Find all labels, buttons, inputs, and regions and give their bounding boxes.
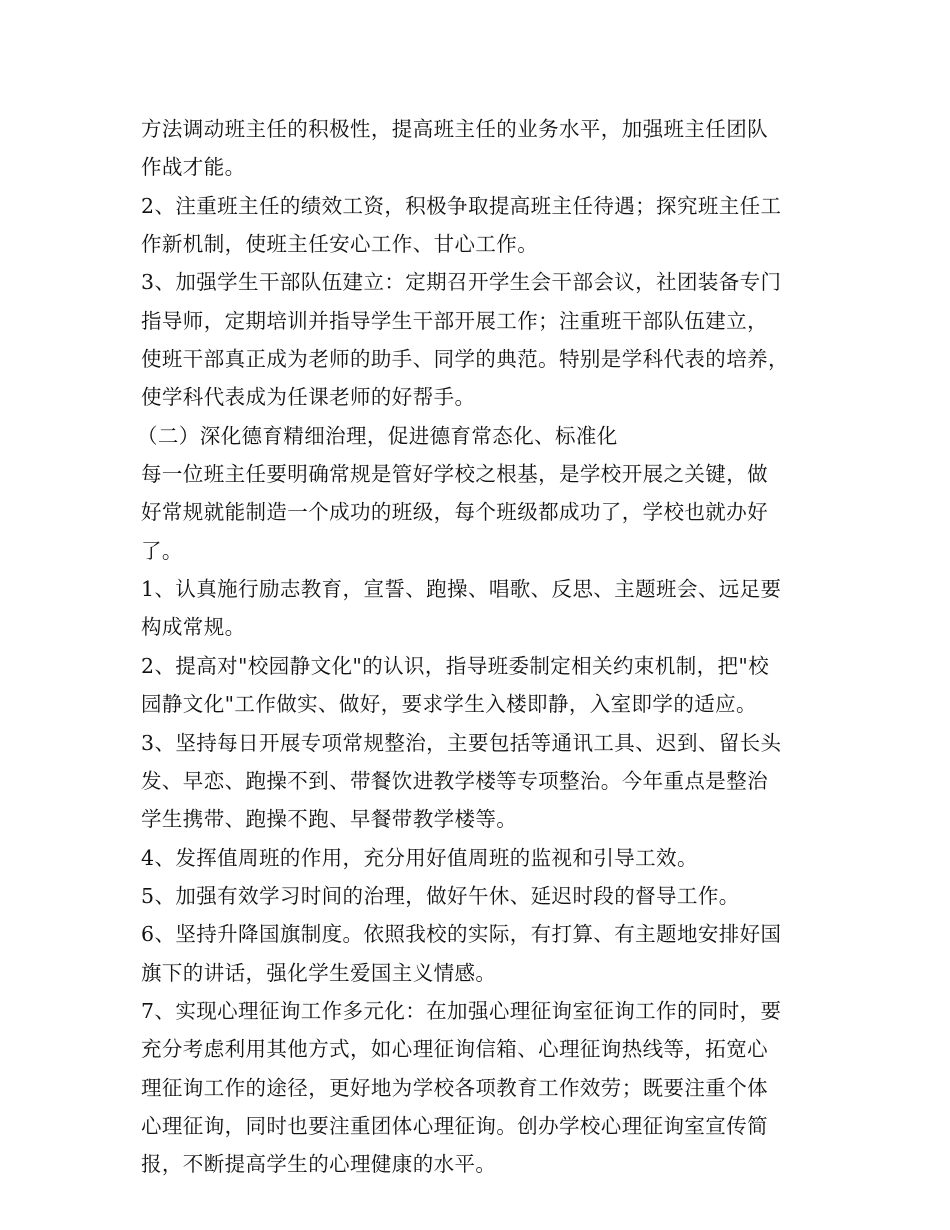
paragraph-item-7-counseling: 7、实现心理征询工作多元化：在加强心理征询室征询工作的同时，要 充分考虑利用其他方式，如心理征询信箱、心理征询热线等，拓宽心 理征询工作的途径，更好地为学校各项教育工作效劳；既要注重个体 心理征询，同时也要注重团体心理征询。创办学校心理征询室宣传简 报，不断提高学生的心理健康的水平。 — [141, 998, 782, 1177]
document-body — [137, 110, 816, 1184]
paragraph-item-1-motivation: 1、认真施行励志教育，宣誓、跑操、唱歌、反思、主题班会、远足要 构成常规。 — [141, 577, 782, 640]
section-heading-2: （二）深化德育精细治理，促进德育常态化、标准化 — [137, 423, 618, 448]
paragraph-item-2-performance-pay: 2、注重班主任的绩效工资，积极争取提高班主任待遇；探究班主任工 作新机制，使班主任安心工作、甘心工作。 — [141, 193, 782, 257]
paragraph-item-5-study-time: 5、加强有效学习时间的治理，做好午休、延迟时段的督导工作。 — [141, 883, 740, 908]
paragraph-item-2-quiet-campus: 2、提高对"校园静文化"的认识，指导班委制定相关约束机制，把"校 园静文化"工作做实、做好，要求学生入楼即静，入室即学的适应。 — [141, 653, 770, 717]
paragraph-routine-foundation: 每一位班主任要明确常规是管好学校之根基，是学校开展之关键，做 好常规就能制造一个成功的班级，每个班级都成功了，学校也就办好 了。 — [141, 462, 768, 563]
paragraph-item-3-daily-rectification: 3、坚持每日开展专项常规整治，主要包括等通讯工具、迟到、留长头 发、早恋、跑操不到、带餐饮进教学楼等专项整治。今年重点是整治 学生携带、跑操不跑、早餐带教学楼等。 — [141, 730, 782, 832]
paragraph-item-4-duty-class: 4、发挥值周班的作用，充分用好值周班的监视和引导工效。 — [141, 845, 698, 870]
paragraph-intro-continuation: 方法调动班主任的积极性，提高班主任的业务水平，加强班主任团队 作战才能。 — [141, 117, 768, 180]
paragraph-item-3-student-cadres: 3、加强学生干部队伍建立：定期召开学生会干部会议，社团装备专门 指导师，定期培训并指导学生干部开展工作；注重班干部队伍建立， 使班干部真正成为老师的助手、同学的典范。特别是学科代表的培养， 使学科代表成为任课老师的好帮手。 — [141, 270, 789, 410]
paragraph-item-6-flag-ceremony: 6、坚持升降国旗制度。依照我校的实际，有打算、有主题地安排好国 旗下的讲话，强化学生爱国主义情感。 — [141, 922, 782, 985]
